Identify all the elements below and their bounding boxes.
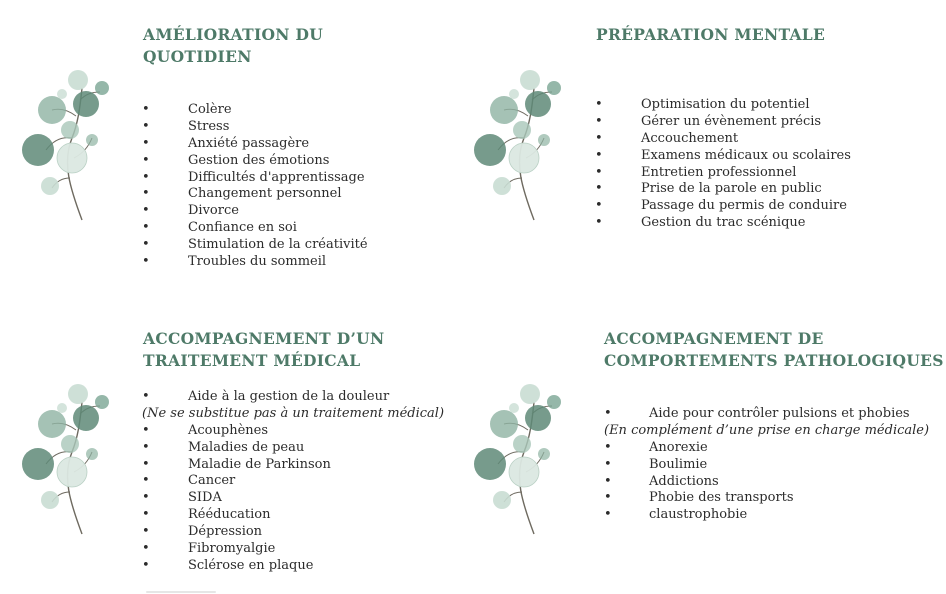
title-line: COMPORTEMENTS PATHOLOGIQUES	[604, 351, 944, 370]
eucalyptus-branch-icon	[472, 68, 567, 228]
list-item: • Rééducation	[142, 507, 271, 523]
list-item: • Phobie des transports	[604, 490, 794, 506]
list-item: • Stress	[142, 118, 230, 134]
bullet: •	[142, 186, 150, 202]
list-item: • Divorce	[142, 203, 239, 219]
bullet: •	[604, 406, 612, 421]
bullet: •	[595, 97, 603, 112]
section-4-list	[604, 406, 930, 524]
list-item: • Colère	[142, 102, 232, 117]
list-item: • Gestion des émotions	[142, 152, 330, 168]
eucalyptus-branch-icon	[20, 382, 115, 542]
list-item: • Gérer un évènement précis	[595, 113, 822, 129]
title-line: ACCOMPAGNEMENT D’UN	[143, 329, 385, 348]
section-4-title	[604, 328, 944, 372]
bullet: •	[142, 524, 150, 540]
bullet: •	[142, 220, 150, 236]
list-item: • claustrophobie	[604, 507, 748, 523]
bullet: •	[142, 203, 150, 219]
section-3-list	[142, 389, 445, 575]
section-2-title	[596, 24, 825, 46]
section-3-title	[143, 328, 384, 372]
title-line: TRAITEMENT MÉDICAL	[143, 351, 361, 370]
bullet: •	[595, 164, 603, 180]
bullet: •	[595, 181, 603, 197]
list-item: • Accouchement	[595, 130, 739, 146]
title-line: AMÉLIORATION DU	[143, 25, 324, 44]
list-note: (En complément d’une prise en charge médicale)	[604, 422, 930, 438]
list-item: • Aide à la gestion de la douleur	[142, 389, 390, 404]
list-item: • Confiance en soi	[142, 220, 297, 236]
bullet: •	[142, 507, 150, 523]
bullet: •	[142, 422, 150, 438]
list-note: (Ne se substitue pas à un traitement médical)	[142, 405, 445, 421]
bullet: •	[142, 118, 150, 134]
bullet: •	[595, 113, 603, 129]
bullet: •	[142, 389, 150, 404]
title-line: QUOTIDIEN	[143, 47, 252, 66]
bullet: •	[142, 473, 150, 489]
list-item: • Maladie de Parkinson	[142, 456, 331, 472]
bullet: •	[595, 198, 603, 214]
eucalyptus-branch-icon	[472, 382, 567, 542]
bullet: •	[604, 456, 612, 472]
bullet: •	[142, 237, 150, 253]
eucalyptus-branch-icon	[20, 68, 115, 228]
bullet: •	[142, 456, 150, 472]
title-line: ACCOMPAGNEMENT DE	[604, 329, 824, 348]
bullet: •	[142, 135, 150, 151]
divider	[146, 591, 216, 593]
list-item: • Addictions	[604, 473, 719, 489]
bullet: •	[595, 147, 603, 163]
list-item: • Fibromyalgie	[142, 541, 276, 557]
list-item: • Entretien professionnel	[595, 164, 797, 180]
list-item: • Sclérose en plaque	[142, 557, 314, 573]
bullet: •	[142, 439, 150, 455]
list-item: • Anxiété passagère	[142, 135, 310, 151]
list-item: • SIDA	[142, 490, 222, 506]
bullet: •	[604, 507, 612, 523]
list-item: • Acouphènes	[142, 422, 268, 438]
section-2-list	[595, 97, 895, 232]
list-item: • Difficultés d'apprentissage	[142, 169, 365, 185]
bullet: •	[142, 102, 150, 117]
bullet: •	[604, 473, 612, 489]
list-item: • Cancer	[142, 473, 236, 489]
list-item: • Aide pour contrôler pulsions et phobies	[604, 406, 910, 421]
list-item: • Boulimie	[604, 456, 708, 472]
section-1-list	[142, 102, 402, 271]
list-item: • Maladies de peau	[142, 439, 305, 455]
list-item: • Gestion du trac scénique	[595, 215, 806, 231]
bullet: •	[142, 557, 150, 573]
section-1-title	[143, 24, 323, 68]
list-item: • Troubles du sommeil	[142, 254, 327, 270]
title-line: PRÉPARATION MENTALE	[596, 25, 826, 44]
list-item: • Optimisation du potentiel	[595, 97, 810, 112]
bullet: •	[595, 130, 603, 146]
list-item: • Stimulation de la créativité	[142, 237, 368, 253]
bullet: •	[142, 541, 150, 557]
bullet: •	[604, 490, 612, 506]
bullet: •	[595, 215, 603, 231]
list-item: • Prise de la parole en public	[595, 181, 822, 197]
bullet: •	[142, 169, 150, 185]
list-item: • Passage du permis de conduire	[595, 198, 847, 214]
list-item: • Examens médicaux ou scolaires	[595, 147, 851, 163]
bullet: •	[142, 152, 150, 168]
list-item: • Dépression	[142, 524, 263, 540]
list-item: • Changement personnel	[142, 186, 342, 202]
bullet: •	[142, 490, 150, 506]
list-item: • Anorexie	[604, 439, 708, 455]
bullet: •	[142, 254, 150, 270]
bullet: •	[604, 439, 612, 455]
